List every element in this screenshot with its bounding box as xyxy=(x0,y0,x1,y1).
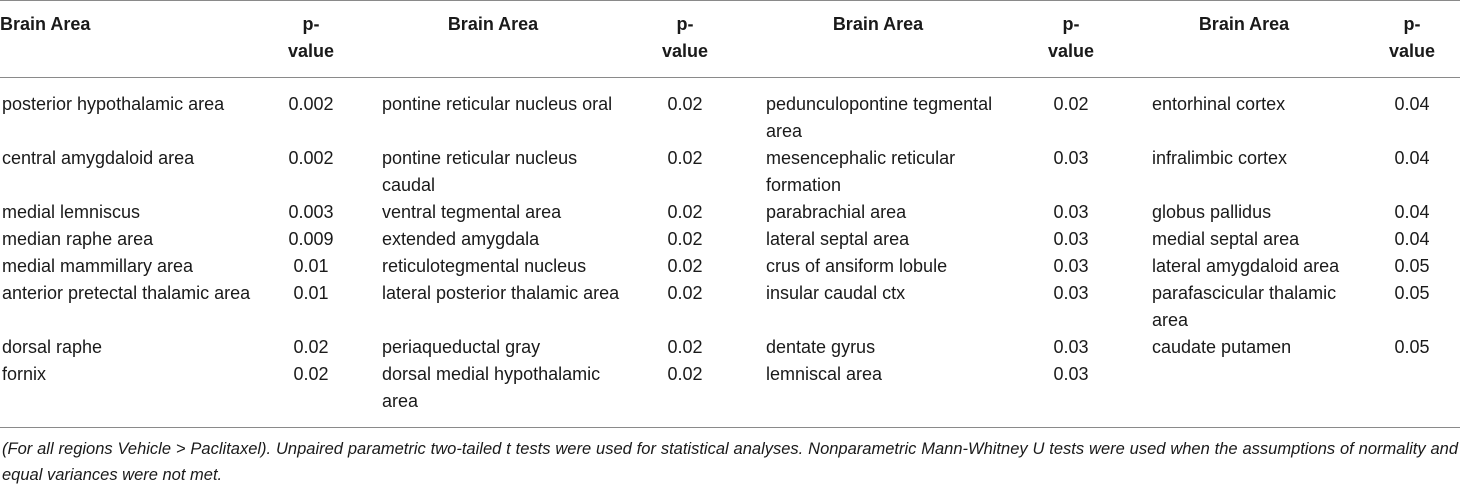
brain-area-cell: medial mammillary area xyxy=(2,256,194,276)
column-header-brain-area: Brain Area xyxy=(447,14,539,34)
brain-area-cell: dorsal raphe xyxy=(2,337,103,357)
p-value-cell: 0.02 xyxy=(667,283,703,303)
brain-area-cell: lateral posterior thalamic area xyxy=(382,283,620,303)
p-value-cell: 0.02 xyxy=(667,256,703,276)
brain-area-cell: anterior pretectal thalamic area xyxy=(2,283,251,303)
p-value-cell: 0.02 xyxy=(293,337,329,357)
p-value-cell: 0.01 xyxy=(293,283,329,303)
brain-area-cell: medial lemniscus xyxy=(2,202,141,222)
p-value-cell: 0.05 xyxy=(1394,256,1430,276)
p-value-cell: 0.02 xyxy=(293,364,329,384)
column-header-brain-area: Brain Area xyxy=(0,14,91,34)
brain-area-cell: entorhinal cortex xyxy=(1152,94,1286,114)
column-header-p-value: p- value xyxy=(661,14,709,61)
p-value-cell: 0.03 xyxy=(1053,337,1089,357)
brain-area-cell: lemniscal area xyxy=(766,364,883,384)
p-value-cell: 0.02 xyxy=(667,364,703,384)
p-value-cell: 0.05 xyxy=(1394,283,1430,303)
brain-area-cell: insular caudal ctx xyxy=(766,283,906,303)
brain-area-cell: ventral tegmental area xyxy=(382,202,562,222)
brain-area-cell: crus of ansiform lobule xyxy=(766,256,948,276)
brain-area-cell: pontine reticular nucleus caudal xyxy=(382,148,578,195)
brain-area-cell: lateral amygdaloid area xyxy=(1152,256,1340,276)
p-value-cell: 0.009 xyxy=(288,229,334,249)
table-row xyxy=(0,361,1460,428)
p-value-cell: 0.04 xyxy=(1394,148,1430,168)
p-value-cell: 0.03 xyxy=(1053,202,1089,222)
p-value-cell: 0.04 xyxy=(1394,229,1430,249)
table-row xyxy=(0,145,1460,199)
p-value-cell xyxy=(1364,361,1460,428)
brain-area-cell: pedunculopontine tegmental area xyxy=(766,94,993,141)
brain-area-cell: mesencephalic reticular formation xyxy=(766,148,956,195)
p-value-cell: 0.02 xyxy=(667,148,703,168)
table-footnote: (For all regions Vehicle > Paclitaxel). Unpaired parametric two-tailed t tests were used for statistical analyses. Nonparametric Mann-Whitney U tests were used when the assumptions of normality and equal variances were not met. xyxy=(2,440,1458,484)
table-row xyxy=(0,334,1460,361)
p-value-cell: 0.02 xyxy=(667,229,703,249)
column-header-brain-area: Brain Area xyxy=(1198,14,1290,34)
p-value-cell: 0.03 xyxy=(1053,283,1089,303)
table-row xyxy=(0,280,1460,334)
brain-area-cell: extended amygdala xyxy=(382,229,540,249)
p-value-cell: 0.002 xyxy=(288,94,334,114)
p-value-cell: 0.003 xyxy=(288,202,334,222)
brain-area-cell: lateral septal area xyxy=(766,229,910,249)
brain-area-cell: fornix xyxy=(2,364,47,384)
p-value-cell: 0.01 xyxy=(293,256,329,276)
table-header-row xyxy=(0,1,1460,78)
brain-area-cell: posterior hypothalamic area xyxy=(2,94,225,114)
table-body xyxy=(0,78,1460,428)
column-header-p-value: p- value xyxy=(1047,14,1095,61)
brain-area-cell: parabrachial area xyxy=(766,202,907,222)
brain-area-cell: infralimbic cortex xyxy=(1152,148,1288,168)
brain-area-cell: caudate putamen xyxy=(1152,337,1292,357)
p-value-cell: 0.03 xyxy=(1053,256,1089,276)
brain-area-cell xyxy=(1124,361,1364,428)
p-value-cell: 0.02 xyxy=(667,337,703,357)
brain-area-cell: globus pallidus xyxy=(1152,202,1272,222)
p-value-cell: 0.03 xyxy=(1053,229,1089,249)
table-row xyxy=(0,78,1460,146)
brain-area-cell: median raphe area xyxy=(2,229,154,249)
column-header-brain-area: Brain Area xyxy=(832,14,924,34)
table-row xyxy=(0,253,1460,280)
p-value-cell: 0.03 xyxy=(1053,364,1089,384)
p-value-cell: 0.002 xyxy=(288,148,334,168)
brain-area-cell: central amygdaloid area xyxy=(2,148,195,168)
brain-area-cell: pontine reticular nucleus oral xyxy=(382,94,613,114)
p-value-cell: 0.05 xyxy=(1394,337,1430,357)
p-value-cell: 0.04 xyxy=(1394,202,1430,222)
table-row xyxy=(0,226,1460,253)
brain-area-cell: dorsal medial hypothalamic area xyxy=(382,364,601,411)
p-value-cell: 0.02 xyxy=(667,202,703,222)
p-value-cell: 0.02 xyxy=(1053,94,1089,114)
brain-area-cell: medial septal area xyxy=(1152,229,1300,249)
brain-area-cell: periaqueductal gray xyxy=(382,337,541,357)
brain-area-cell: reticulotegmental nucleus xyxy=(382,256,587,276)
column-header-p-value: p- value xyxy=(287,14,335,61)
p-value-cell: 0.04 xyxy=(1394,94,1430,114)
table-row xyxy=(0,199,1460,226)
brain-area-cell: parafascicular thalamic area xyxy=(1152,283,1337,330)
brain-area-cell: dentate gyrus xyxy=(766,337,876,357)
column-header-p-value: p- value xyxy=(1388,14,1436,61)
p-value-cell: 0.03 xyxy=(1053,148,1089,168)
p-value-cell: 0.02 xyxy=(667,94,703,114)
